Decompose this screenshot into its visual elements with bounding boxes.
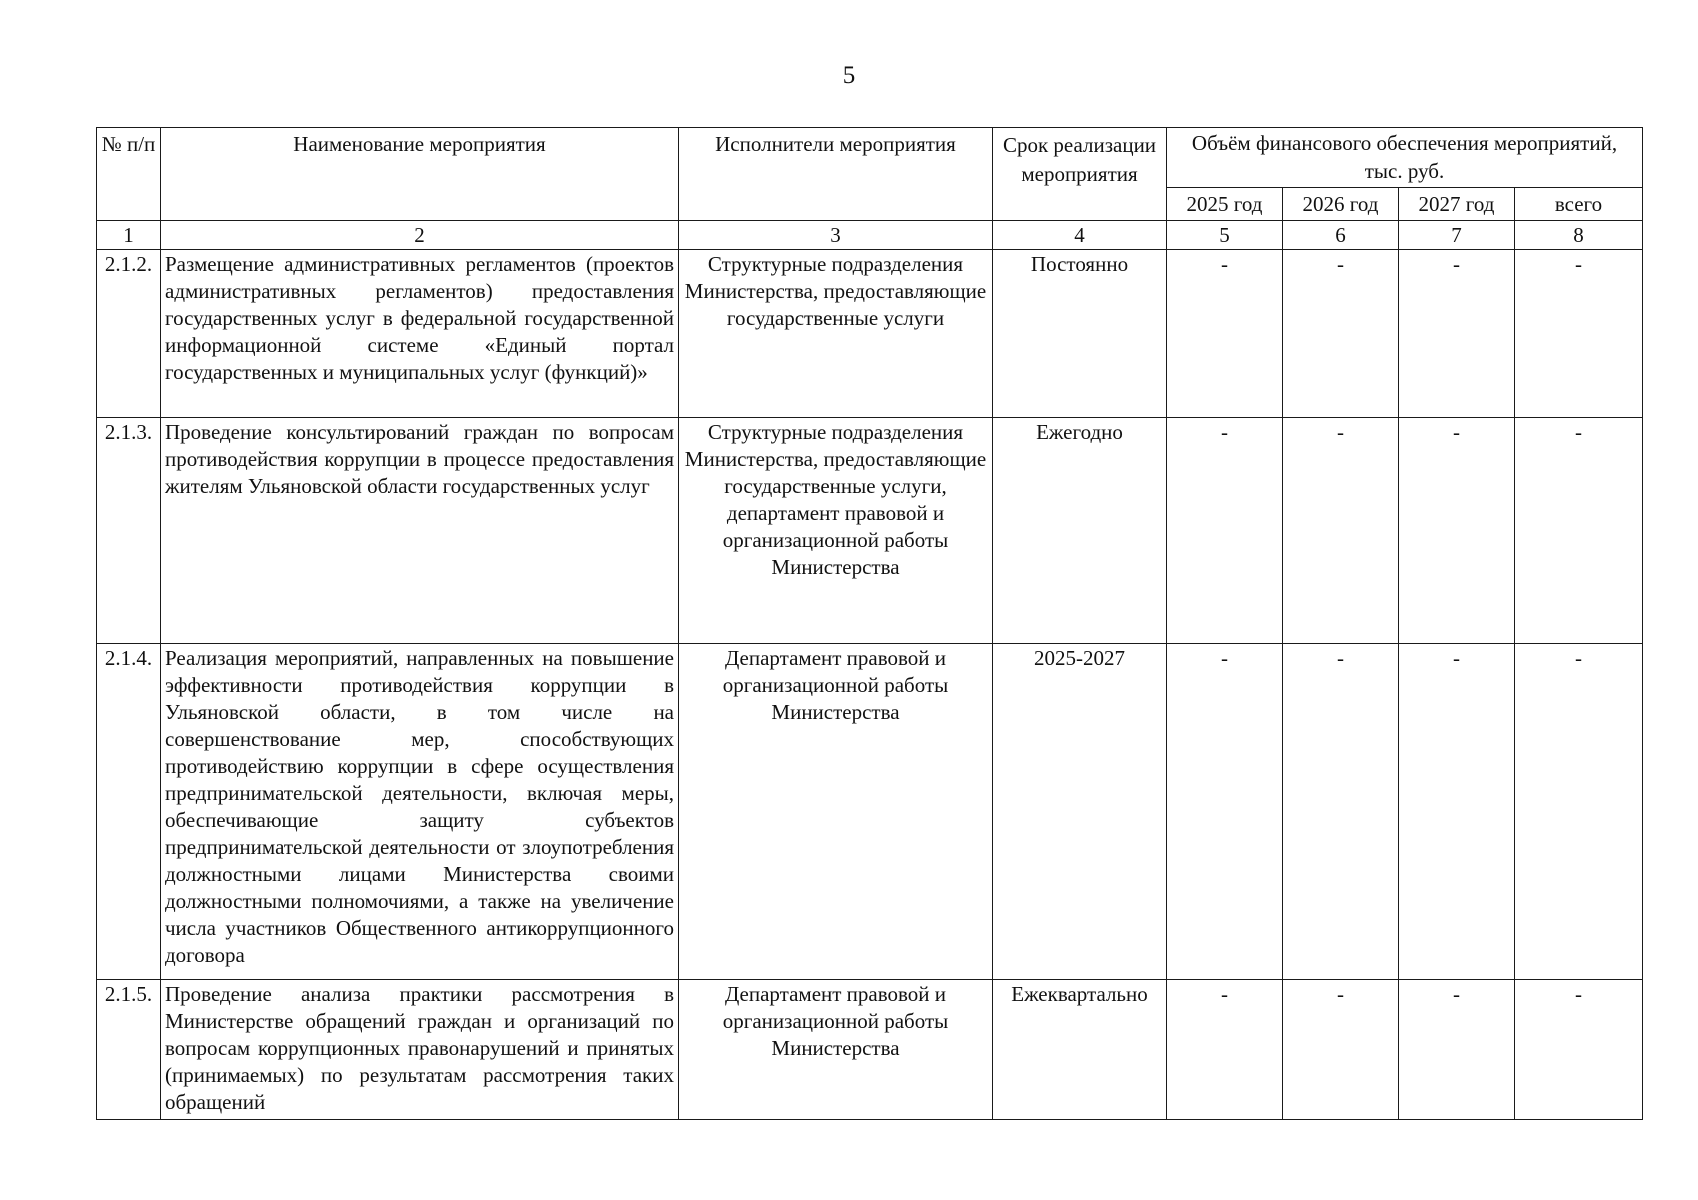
row-number: 2.1.3. — [97, 418, 161, 644]
column-number-3: 3 — [679, 221, 993, 250]
table-row — [97, 250, 1643, 418]
value-2026: - — [1283, 980, 1399, 1120]
column-number-7: 7 — [1399, 221, 1515, 250]
table-row — [97, 980, 1643, 1120]
value-total: - — [1515, 644, 1643, 980]
column-number-6: 6 — [1283, 221, 1399, 250]
table-row — [97, 644, 1643, 980]
page-number: 5 — [842, 62, 856, 89]
value-total: - — [1515, 418, 1643, 644]
header-financing: Объём финансового обеспечения мероприятий, тыс. руб. — [1167, 128, 1643, 188]
measures-table — [96, 127, 1643, 1120]
term: 2025-2027 — [993, 644, 1167, 980]
column-number-1: 1 — [97, 221, 161, 250]
header-term: Срок реализации мероприятия — [993, 128, 1167, 221]
measure-name: Проведение анализа практики рассмотрения в Министерстве обращений граждан и организаций по вопросам коррупционных правонарушений и принятых (принимаемых) по результатам рассмотрения таких обращений — [161, 980, 679, 1120]
term: Ежеквартально — [993, 980, 1167, 1120]
value-2025: - — [1167, 418, 1283, 644]
header-num: № п/п — [97, 128, 161, 221]
value-2025: - — [1167, 980, 1283, 1120]
value-total: - — [1515, 980, 1643, 1120]
measure-name: Размещение административных регламентов (проектов административных регламентов) предоставления государственных услуг в федеральной государственной информационной системе «Единый портал государственных и муниципальных услуг (функций)» — [161, 250, 679, 418]
row-number: 2.1.2. — [97, 250, 161, 418]
header-year-2027: 2027 год — [1399, 188, 1515, 221]
value-2027: - — [1399, 644, 1515, 980]
executors: Департамент правовой и организационной работы Министерства — [679, 980, 993, 1120]
executors: Структурные подразделения Министерства, предоставляющие государственные услуги, департамент правовой и организационной работы Министерства — [679, 418, 993, 644]
column-number-4: 4 — [993, 221, 1167, 250]
value-2027: - — [1399, 980, 1515, 1120]
value-2026: - — [1283, 250, 1399, 418]
term: Ежегодно — [993, 418, 1167, 644]
value-2027: - — [1399, 418, 1515, 644]
executors: Департамент правовой и организационной работы Министерства — [679, 644, 993, 980]
header-year-2026: 2026 год — [1283, 188, 1399, 221]
column-number-2: 2 — [161, 221, 679, 250]
column-number-5: 5 — [1167, 221, 1283, 250]
row-number: 2.1.5. — [97, 980, 161, 1120]
value-2025: - — [1167, 644, 1283, 980]
value-total: - — [1515, 250, 1643, 418]
term: Постоянно — [993, 250, 1167, 418]
measure-name: Проведение консультирований граждан по вопросам противодействия коррупции в процессе предоставления жителям Ульяновской области государственных услуг — [161, 418, 679, 644]
column-number-8: 8 — [1515, 221, 1643, 250]
value-2026: - — [1283, 418, 1399, 644]
value-2025: - — [1167, 250, 1283, 418]
row-number: 2.1.4. — [97, 644, 161, 980]
measure-name: Реализация мероприятий, направленных на повышение эффективности противодействия коррупции в Ульяновской области, в том числе на совершенствование мер, способствующих противодействию коррупции в сфере осуществления предпринимательской деятельности, включая меры, обеспечивающие защиту субъектов предпринимательской деятельности от злоупотребления должностными лицами Министерства своими должностными полномочиями, а также на увеличение числа участников Общественного антикоррупционного договора — [161, 644, 679, 980]
value-2027: - — [1399, 250, 1515, 418]
header-name: Наименование мероприятия — [161, 128, 679, 221]
executors: Структурные подразделения Министерства, предоставляющие государственные услуги — [679, 250, 993, 418]
table-row — [97, 418, 1643, 644]
value-2026: - — [1283, 644, 1399, 980]
header-executors: Исполнители мероприятия — [679, 128, 993, 221]
header-year-2025: 2025 год — [1167, 188, 1283, 221]
header-total: всего — [1515, 188, 1643, 221]
